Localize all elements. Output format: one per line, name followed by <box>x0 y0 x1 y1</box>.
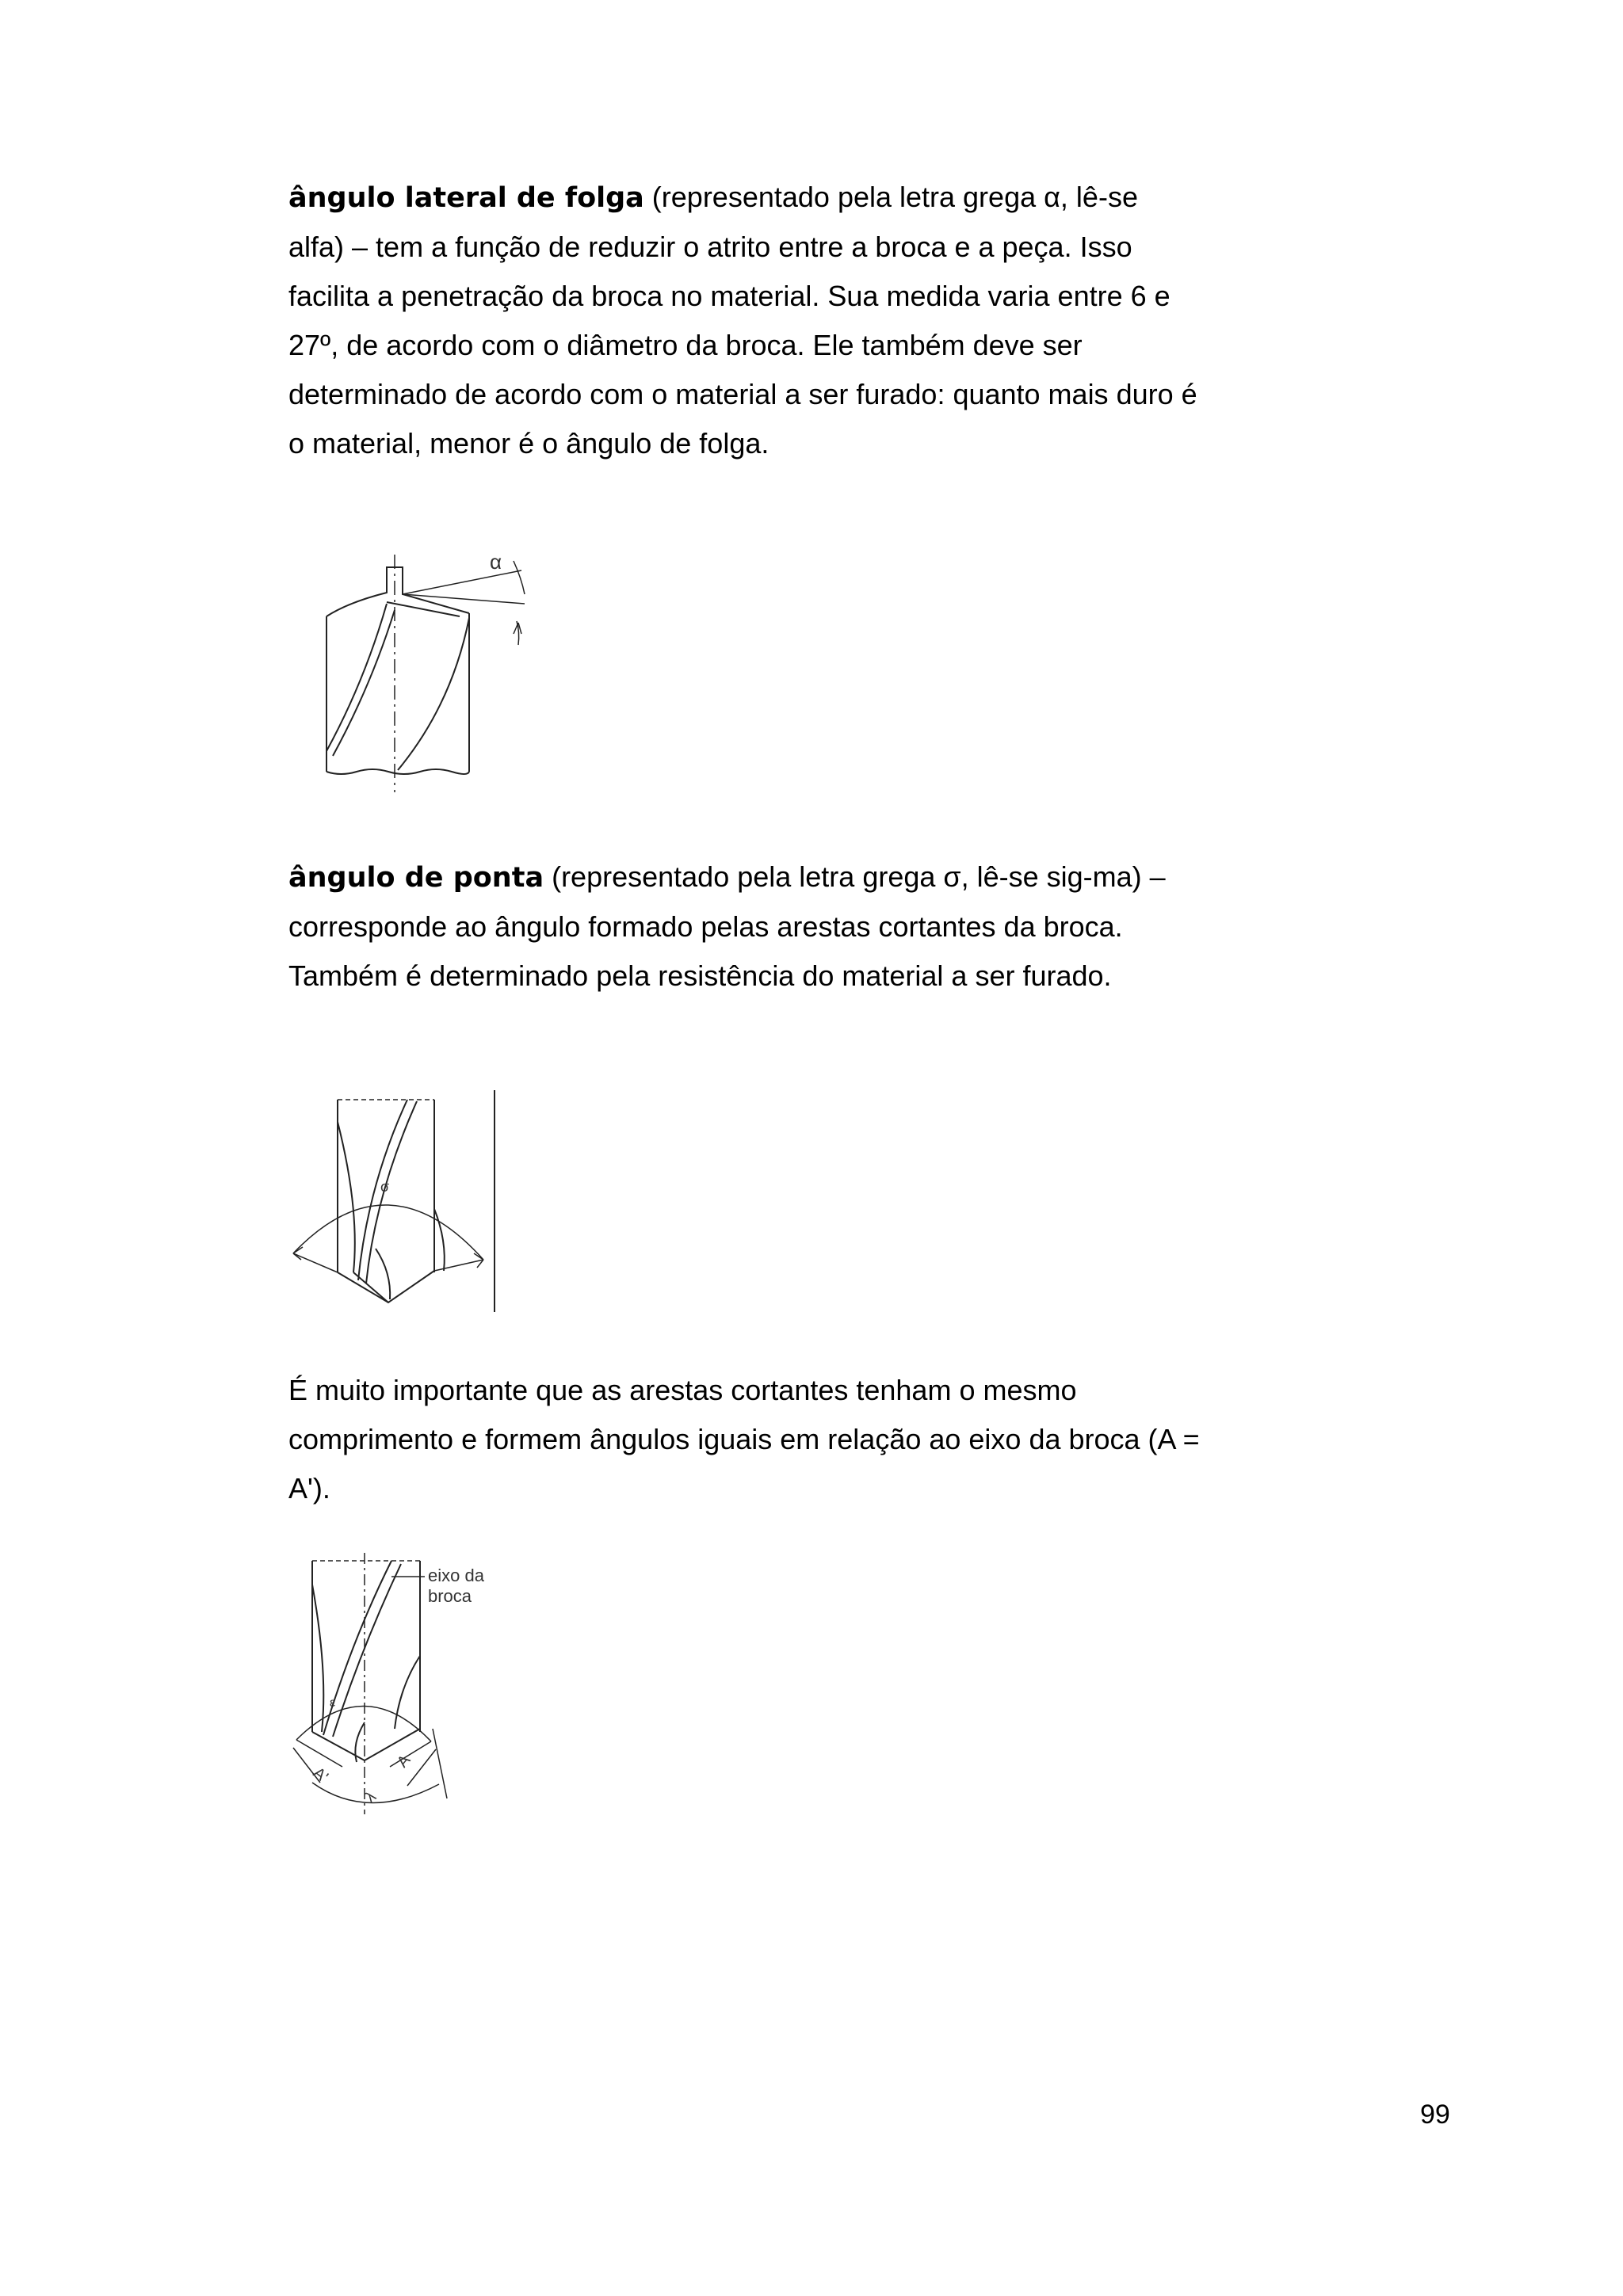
term-clearance-angle: ângulo lateral de folga <box>288 182 644 214</box>
paragraph-clearance-angle <box>288 173 1200 468</box>
drill-cutting-edges-diagram <box>288 1553 526 1846</box>
drill-clearance-diagram <box>309 547 563 800</box>
axis-label-line1: eixo da <box>428 1566 484 1585</box>
paragraph-cutting-edges <box>288 1366 1200 1513</box>
drill-point-angle-diagram <box>288 1090 510 1328</box>
figure-clearance-angle <box>309 547 563 800</box>
sigma-symbol: σ <box>380 1179 390 1195</box>
figure-cutting-edges <box>288 1553 526 1846</box>
lambda-symbol: λ <box>362 1787 380 1806</box>
epsilon-symbol: ε <box>330 1696 336 1710</box>
edge-label-a: A <box>393 1751 414 1772</box>
page-number: 99 <box>1420 2100 1450 2130</box>
figure-point-angle <box>288 1090 510 1328</box>
text-cutting-edges: É muito importante que as arestas cortantes tenham o mesmo comprimento e formem ângulos iguais em relação ao eixo da broca (A = A'). <box>288 1374 1200 1505</box>
text-clearance-angle: (representado pela letra grega α, lê-se alfa) – tem a função de reduzir o atrito entre a broca e a peça. Isso facilita a penetração da broca no material. Sua medida varia entre 6 e 27º, de acordo com o diâmetro da broca. Ele também deve ser determinado de acordo com o material a ser furado: quanto mais duro é o material, menor é o ângulo de folga. <box>288 181 1197 460</box>
term-point-angle: ângulo de ponta <box>288 862 544 894</box>
paragraph-point-angle <box>288 852 1200 1001</box>
alpha-symbol: α <box>490 550 502 574</box>
text-point-angle: (representado pela letra grega σ, lê-se sig-ma) – corresponde ao ângulo formado pelas arestas cortantes da broca. Também é determinado pela resistência do material a ser furado. <box>288 860 1166 992</box>
edge-label-a-prime: A' <box>309 1764 331 1787</box>
axis-label-line2: broca <box>428 1586 472 1606</box>
